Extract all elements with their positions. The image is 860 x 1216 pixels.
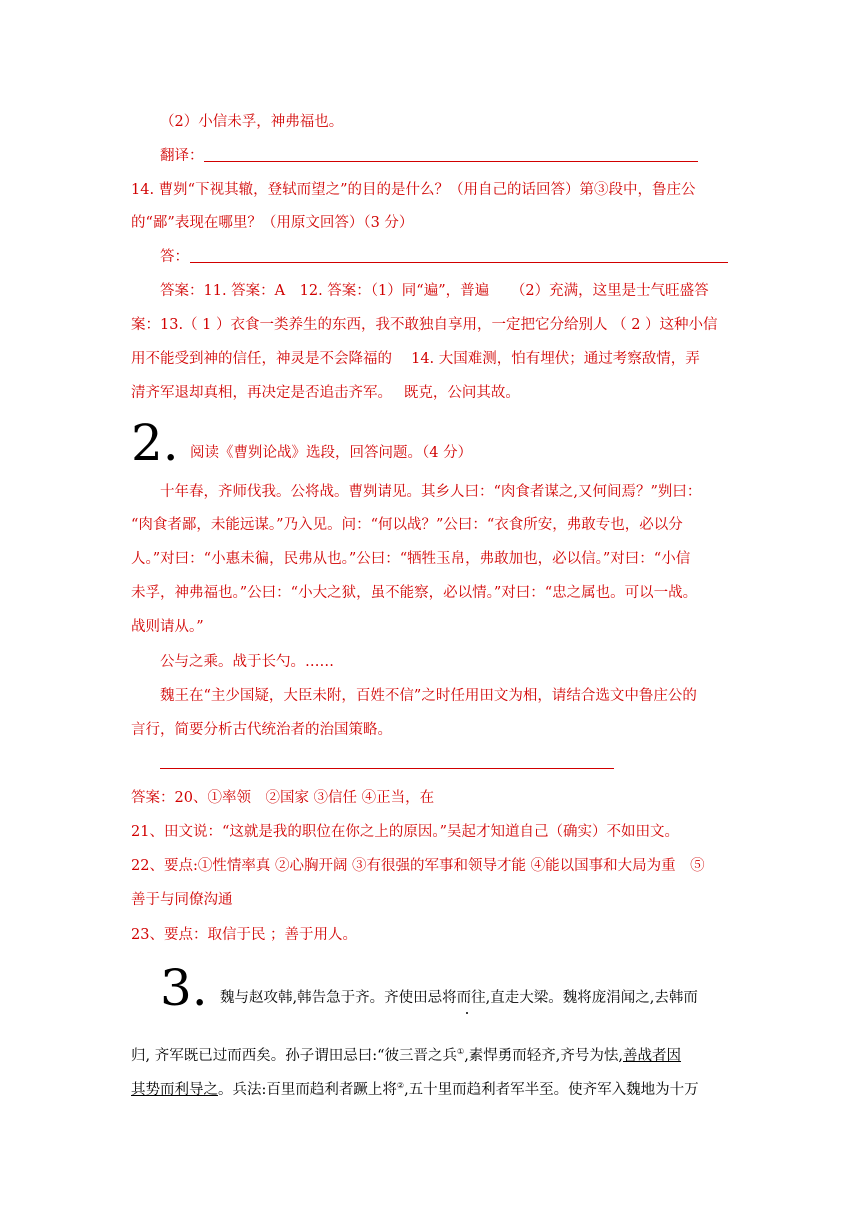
section-3-line2-text: 归, 齐军既已过而西矣。孙子谓田忌曰:“彼三晋之兵	[131, 1047, 458, 1064]
answer-20: 答案：20、①率领 ②国家 ③信任 ④正当，在	[131, 790, 435, 806]
passage-line-4: 未孚，神弗福也。”公曰：“小大之狱，虽不能察，必以情。”对曰：“忠之属也。可以一战。	[131, 585, 698, 601]
q14-answer-label: 答：	[160, 249, 189, 265]
section-2-heading: 阅读《曹刿论战》选段，回答问题。（4 分）	[190, 445, 473, 461]
translate-label: 翻译：	[160, 148, 204, 164]
section-3-line3-mid: 。兵法:百里而趋利者蹶上将	[218, 1081, 397, 1098]
answer-22-line1: 22、要点:①性情率真 ②心胸开阔 ③有很强的军事和领导才能 ④能以国事和大局为重 ⑤	[131, 858, 705, 874]
question-line-1: 魏王在“主少国疑，大臣未附，百姓不信”之时任用田文为相，请结合选文中鲁庄公的	[160, 688, 697, 704]
q14-answer-line	[190, 262, 728, 263]
underlined-phrase-1: 善战者因	[623, 1047, 682, 1064]
section-3-line3-end: ,五十里而趋利者军半至。使齐军入魏地为十万	[404, 1081, 699, 1098]
answer-23: 23、要点：取信于民 ；善于用人。	[131, 927, 358, 943]
answers1-line3: 用不能受到神的信任，神灵是不会降福的 14. 大国难测，怕有埋伏；通过考察敌情，弄	[131, 351, 700, 367]
passage-line-3: 人。”对曰：“小惠未徧，民弗从也。”公曰：“牺牲玉帛，弗敢加也，必以信。”对曰：“小信	[131, 551, 691, 567]
answers1-line1: 答案：11. 答案：A 12. 答案：（1）同“遍”，普遍 （2）充满，这里是士气旺盛答	[160, 283, 709, 299]
answer-21: 21、田文说：“这就是我的职位在你之上的原因。”吴起才知道自己（确实）不如田文。	[131, 824, 680, 840]
section-3-line1: 魏与赵攻韩,韩告急于齐。齐使田忌将而往,直走大梁。魏将庞涓闻之,去韩而	[220, 990, 698, 1006]
q14-line1: 14. 曹刿“下视其辙，登轼而望之”的目的是什么？（用自己的话回答）第③段中，鲁庄公	[131, 182, 696, 198]
q14-line2: 的“鄙”表现在哪里？（用原文回答）（3 分）	[131, 215, 414, 231]
section-3-number: 3.	[160, 959, 208, 1017]
note-2-marker: ②	[396, 1081, 405, 1090]
translate-answer-line	[204, 161, 698, 162]
section-3-line2	[131, 1042, 681, 1066]
question-answer-line	[160, 768, 614, 769]
underlined-phrase-2: 其势而利导之	[131, 1081, 218, 1098]
section-2-number: 2.	[131, 414, 179, 472]
question-line-2: 言行，简要分析古代统治者的治国策略。	[131, 722, 392, 738]
answer-22-line2: 善于与同僚沟通	[131, 892, 233, 908]
emphasis-dot	[466, 1012, 468, 1014]
answers1-line4: 清齐军退却真相，再决定是否追击齐军。 既克，公问其故。	[131, 385, 520, 401]
note-1-marker: ①	[457, 1047, 465, 1056]
passage-line-2: “肉食者鄙，未能远谋。”乃入见。问：“何以战？”公曰：“衣食所安，弗敢专也，必以分	[131, 517, 683, 533]
section-3-line3	[131, 1076, 699, 1100]
passage-line-1: 十年春，齐师伐我。公将战。曹刿请见。其乡人曰：“肉食者谋之,又何间焉？”刿曰：	[160, 484, 702, 500]
passage-line-5: 战则请从。”	[131, 619, 204, 635]
answers1-line2: 案：13.（ 1 ）衣食一类养生的东西，我不敢独自享用，一定把它分给别人 （ 2 ）这种小信	[131, 317, 718, 333]
passage-line-6: 公与之乘。战于长勺。……	[160, 654, 334, 670]
section-3-line2-mid: ,素悍勇而轻齐,齐号为怯,	[464, 1047, 624, 1064]
q13-item2: （2）小信未孚，神弗福也。	[160, 114, 344, 130]
